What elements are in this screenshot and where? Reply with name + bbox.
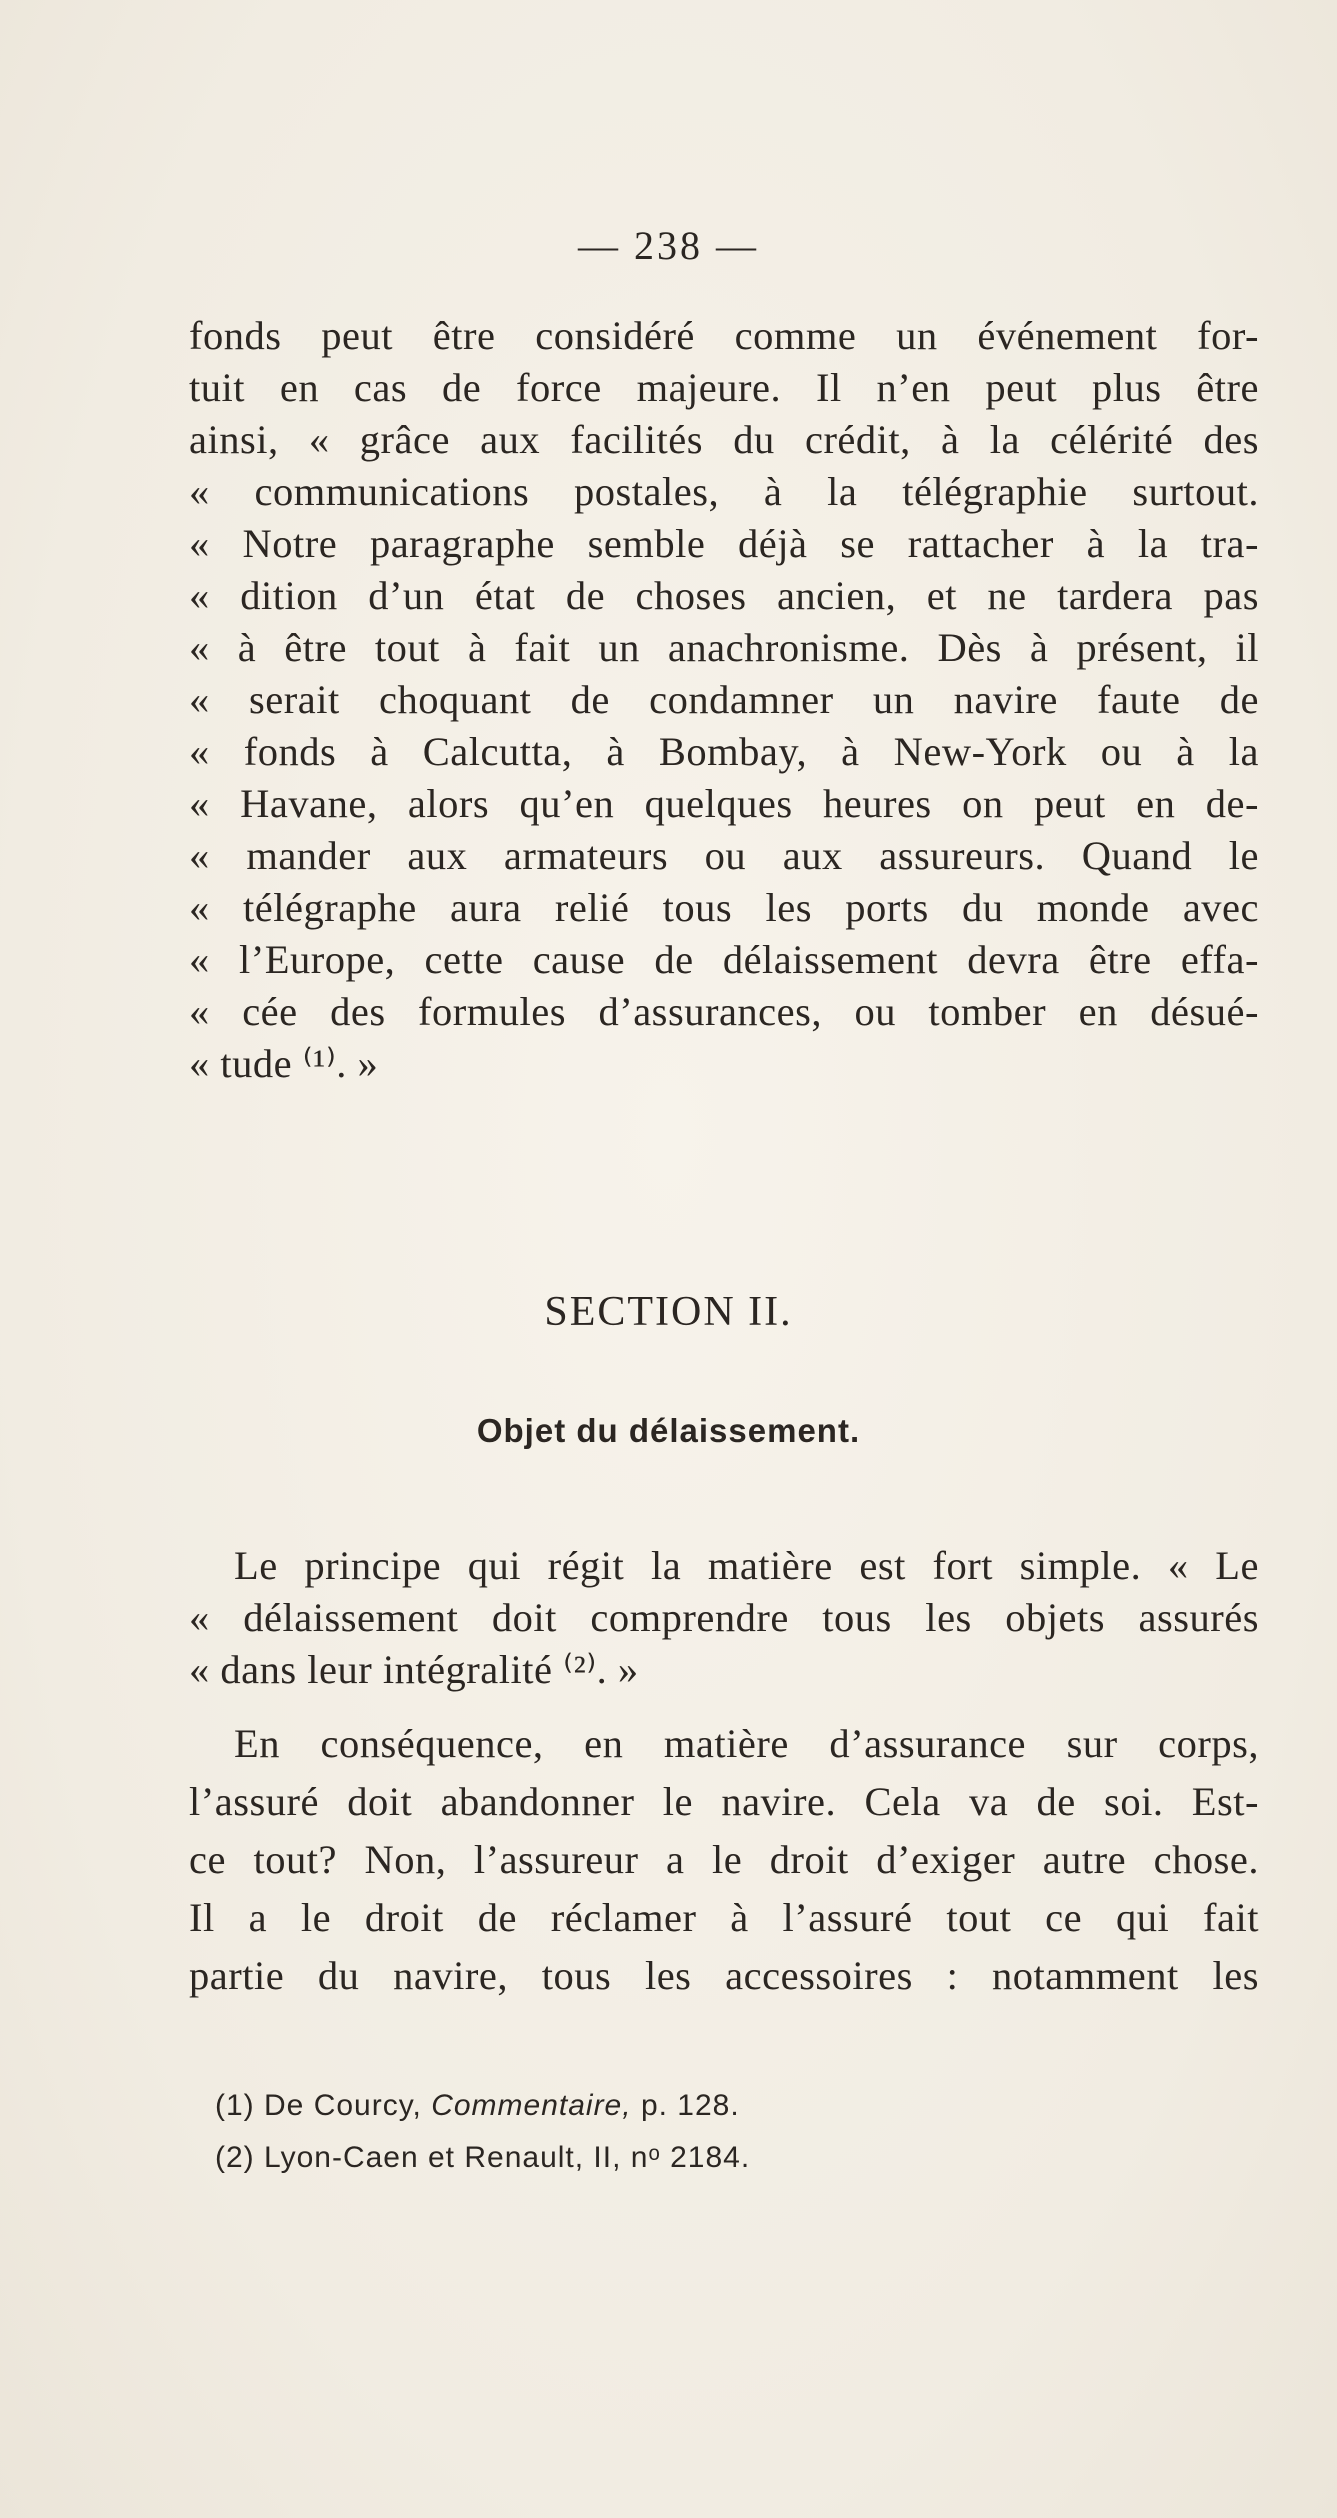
text-line: « serait choquant de condamner un navire faute de: [189, 677, 1259, 722]
footnote-marker: (2): [215, 2141, 255, 2174]
text-line: « tude ⁽¹⁾. »: [189, 1041, 379, 1086]
section-subtitle: Objet du délaissement.: [476, 1412, 861, 1449]
footnote-text: Lyon-Caen et Renault, II, nᵒ 2184.: [264, 2141, 751, 2174]
footnote-marker: (1): [215, 2089, 255, 2122]
text-line: « cée des formules d’assurances, ou tomber en désué-: [189, 989, 1259, 1034]
text-line: « à être tout à fait un anachronisme. Dès à présent, il: [189, 625, 1259, 670]
text-line: « Notre paragraphe semble déjà se rattacher à la tra-: [189, 521, 1259, 566]
text-line: « l’Europe, cette cause de délaissement devra être effa-: [189, 937, 1259, 982]
text-line: Le principe qui régit la matière est fort simple. « Le: [234, 1543, 1259, 1588]
text-line: fonds peut être considéré comme un événement for-: [189, 313, 1259, 358]
text-line: « fonds à Calcutta, à Bombay, à New-York ou à la: [189, 729, 1259, 774]
footnote-italic-title: Commentaire,: [431, 2089, 632, 2122]
text-line: « mander aux armateurs ou aux assureurs. Quand le: [189, 833, 1259, 878]
text-line: En conséquence, en matière d’assurance sur corps,: [234, 1721, 1259, 1766]
footnote-2: [215, 2138, 750, 2178]
footnote-text: p. 128.: [640, 2089, 740, 2122]
text-line: « communications postales, à la télégraphie surtout.: [189, 469, 1259, 514]
text-line: l’assuré doit abandonner le navire. Cela va de soi. Est-: [189, 1779, 1259, 1824]
text-line: « délaissement doit comprendre tous les objets assurés: [189, 1595, 1259, 1640]
text-line: « dans leur intégralité ⁽²⁾. »: [189, 1647, 639, 1692]
text-line: Il a le droit de réclamer à l’assuré tout ce qui fait: [189, 1895, 1259, 1940]
text-line: « Havane, alors qu’en quelques heures on peut en de-: [189, 781, 1259, 826]
text-line: tuit en cas de force majeure. Il n’en peut plus être: [189, 365, 1259, 410]
footnote-text: De Courcy,: [264, 2089, 422, 2122]
text-line: ce tout? Non, l’assureur a le droit d’exiger autre chose.: [189, 1837, 1259, 1882]
text-line: « télégraphe aura relié tous les ports du monde avec: [189, 885, 1259, 930]
section-title: SECTION II.: [544, 1289, 793, 1335]
text-line: partie du navire, tous les accessoires : notamment les: [189, 1953, 1259, 1998]
page-number: — 238 —: [578, 223, 759, 268]
text-line: « dition d’un état de choses ancien, et ne tardera pas: [189, 573, 1259, 618]
footnote-1: [215, 2086, 740, 2126]
text-line: ainsi, « grâce aux facilités du crédit, à la célérité des: [189, 417, 1259, 462]
